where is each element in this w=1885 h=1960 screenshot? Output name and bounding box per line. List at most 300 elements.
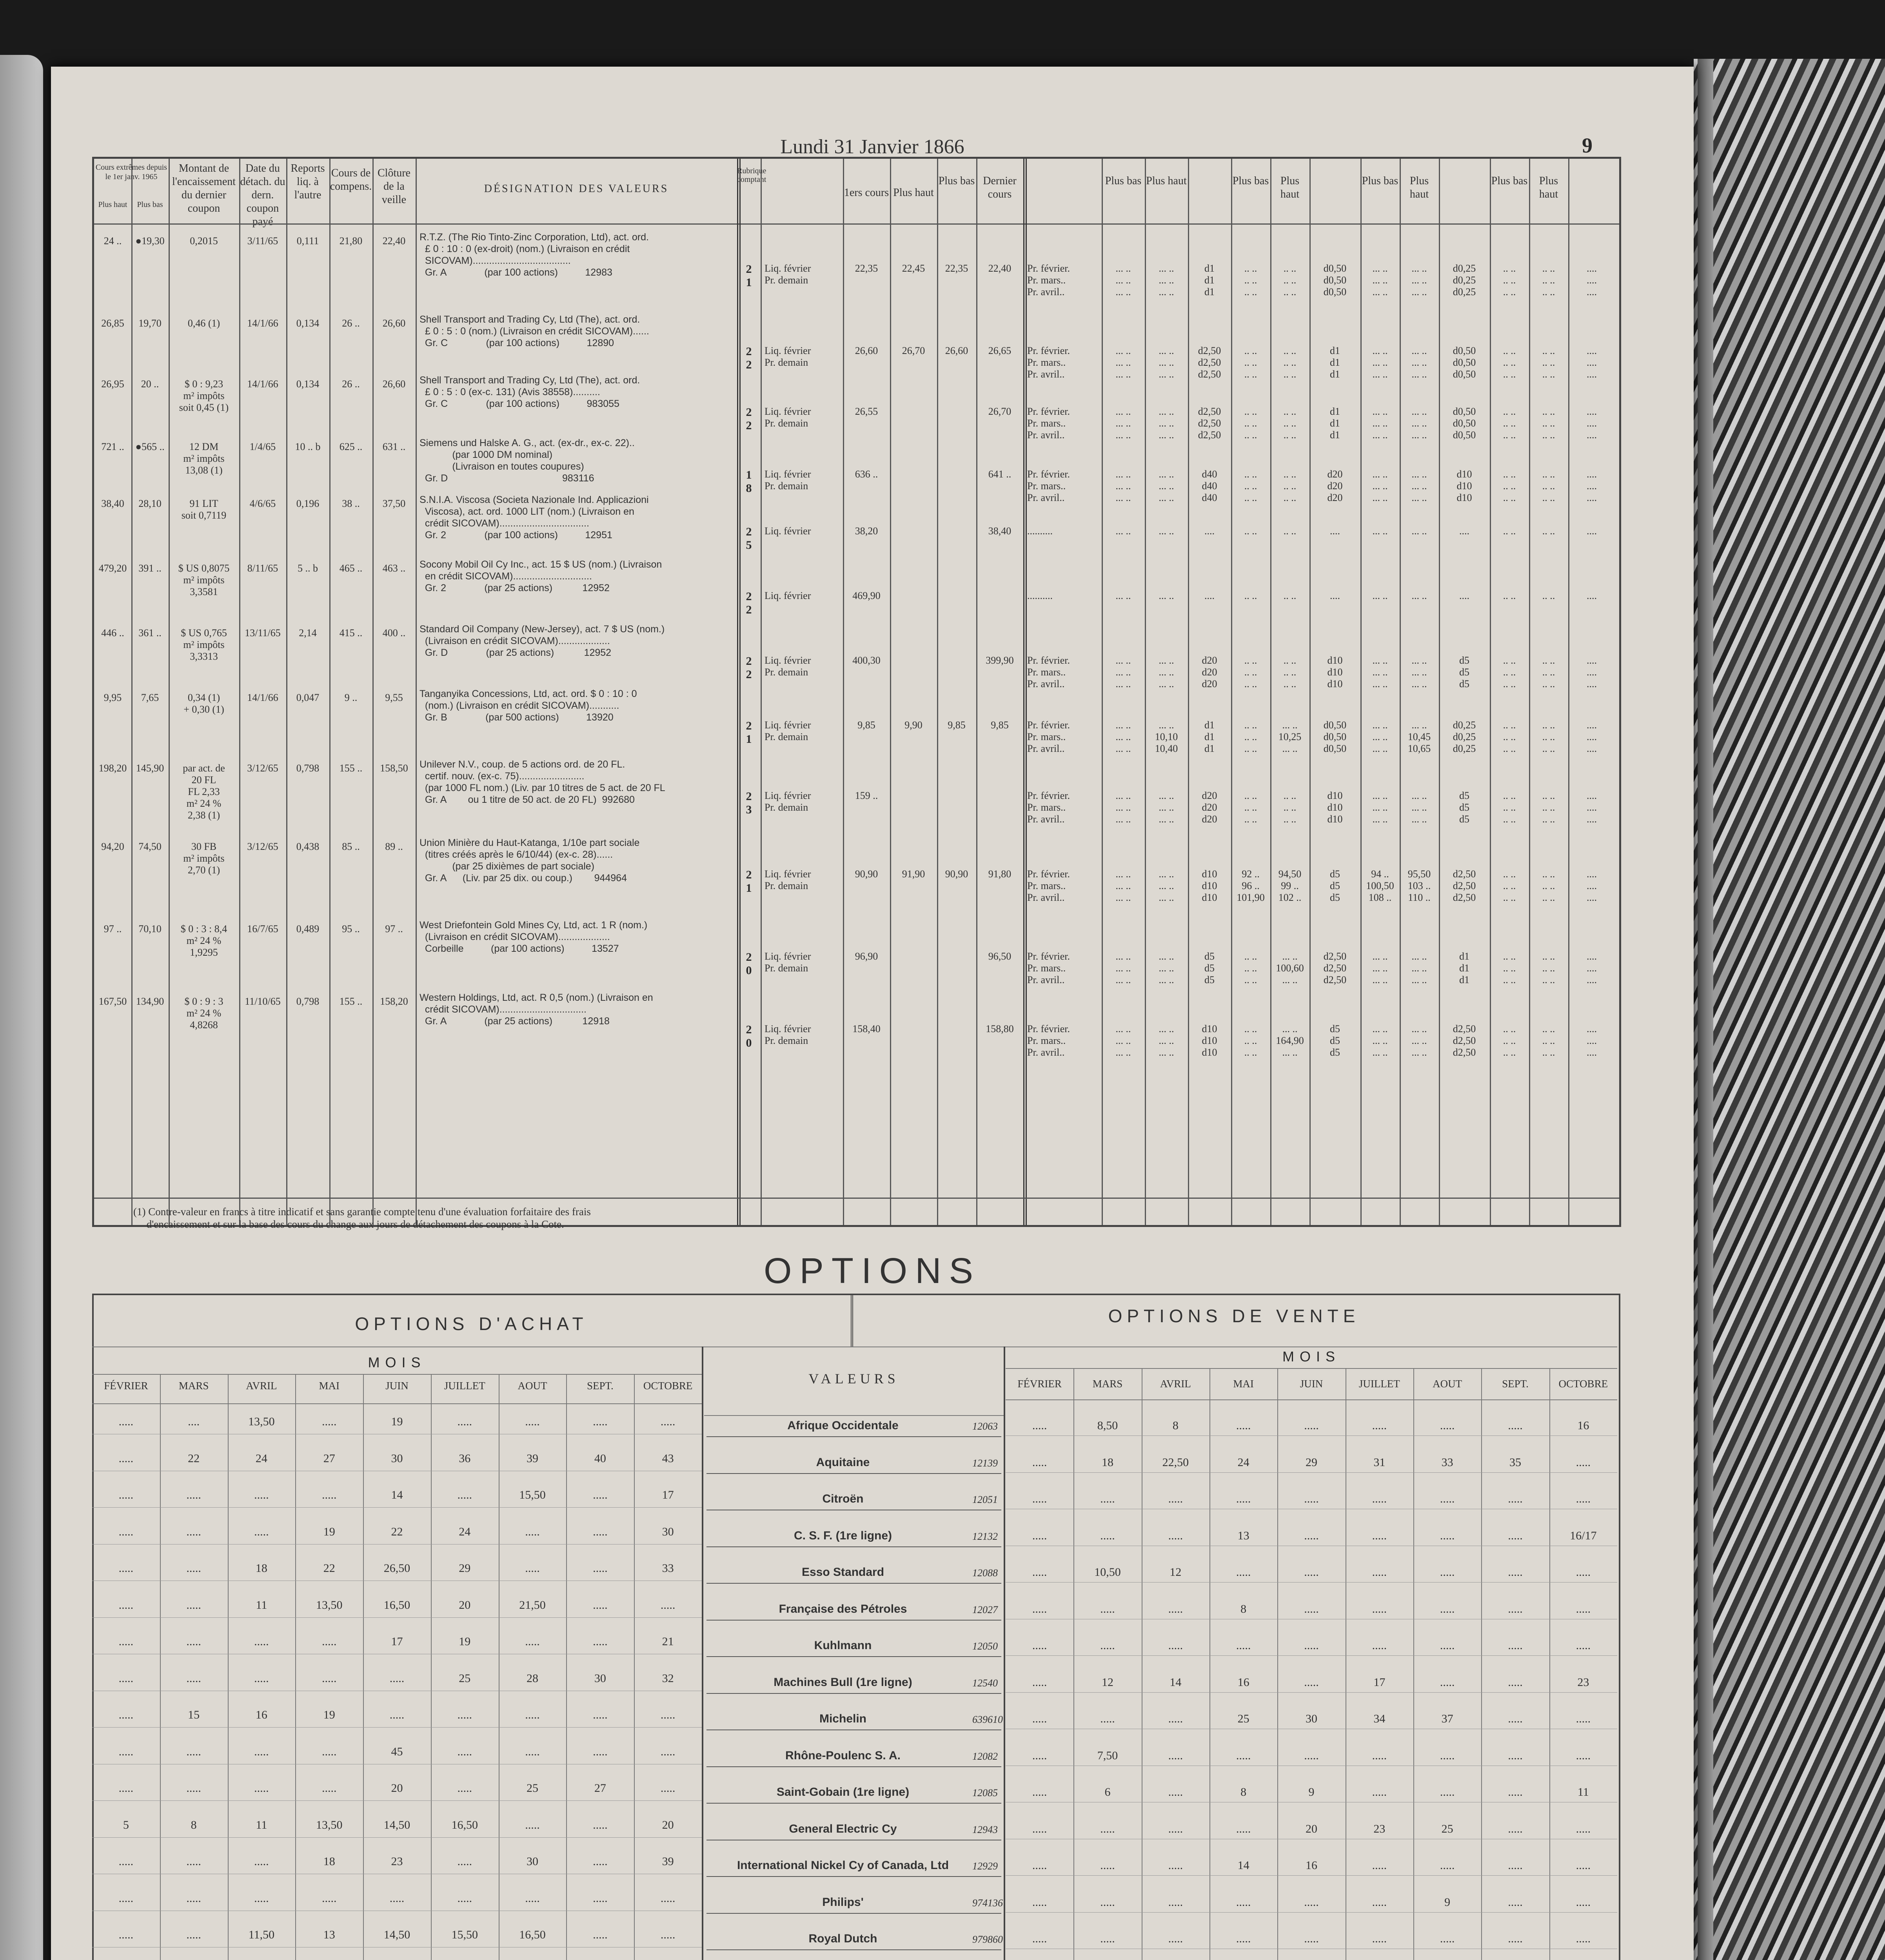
achat-cell: 11,50 xyxy=(248,1928,275,1941)
cell-p3: .. .. .. .. .. .. xyxy=(1244,468,1257,503)
vente-cell: 14 xyxy=(1169,1675,1182,1689)
achat-header-rule xyxy=(92,1403,702,1404)
vente-cell: ..... xyxy=(1440,1529,1455,1542)
cell-name: West Driefontein Gold Mines Cy, Ltd, act. 1 R (nom.) (Livraison en crédit SICOVAM)................... Corbeille (par 100 actions) 13527 xyxy=(419,920,648,954)
cell-c1: 26,60 xyxy=(855,345,878,356)
valeurs-left-rule xyxy=(702,1347,706,1960)
cell-p6: ... .. ... .. ... .. xyxy=(1411,1023,1427,1058)
achat-cell: ..... xyxy=(660,1745,676,1758)
achat-cell: ..... xyxy=(660,1415,676,1428)
vente-cell: ..... xyxy=(1508,1675,1523,1689)
valeur-name: General Electric Cy xyxy=(789,1822,897,1835)
achat-cell: 16,50 xyxy=(451,1818,478,1831)
hdr-plus-haut: Plus haut xyxy=(98,200,127,209)
cell-p7: .. .. .. .. .. .. xyxy=(1503,868,1516,903)
cell-p2: ... .. ... .. ... .. xyxy=(1159,1023,1174,1058)
cell-name: Union Minière du Haut-Katanga, 1/10e part sociale (titres créés après le 6/10/44) (ex-c. 28)...... (par 25 dixièmes de part sociale) Gr. A (Liv. par 25 dix. ou coup.) 944964 xyxy=(419,837,640,884)
vente-cell: 30 xyxy=(1305,1712,1317,1725)
cell-liq: Liq. février Pr. demain xyxy=(765,790,811,813)
achat-cell: ..... xyxy=(525,1818,540,1831)
cell-d: .... xyxy=(1204,525,1215,537)
vente-cell: ..... xyxy=(1372,1932,1387,1945)
cell-p1: ... .. xyxy=(1115,590,1131,601)
cell-last: 38,40 xyxy=(988,525,1012,537)
cell-last: 26,70 xyxy=(988,406,1012,417)
cell-p1: ... .. ... .. ... .. xyxy=(1115,345,1131,380)
achat-cell: ..... xyxy=(525,1562,540,1575)
vente-cell: ..... xyxy=(1440,1602,1455,1615)
adjacent-page-edge xyxy=(0,55,43,1960)
cell-p8: .. .. .. .. .. .. xyxy=(1542,719,1555,754)
cell-p2: ... .. ... .. ... .. xyxy=(1159,951,1174,985)
achat-cell: 15 xyxy=(188,1708,200,1721)
achat-cell: ..... xyxy=(593,1745,608,1758)
cell-last: 158,80 xyxy=(986,1023,1014,1034)
cell-p2: ... .. ... .. ... .. xyxy=(1159,468,1174,503)
cell-liq: Liq. février xyxy=(765,525,811,537)
hdr-montant: Montant de l'encaissement du dernier coupon xyxy=(172,162,236,214)
vente-cell: ..... xyxy=(1440,1639,1455,1652)
cell-d3: d5 d5 d5 xyxy=(1459,790,1469,825)
cell-d: d40 d40 d40 xyxy=(1202,468,1217,503)
achat-cell: ..... xyxy=(321,1415,337,1428)
cell-p6: ... .. xyxy=(1411,590,1427,601)
cell-p7: .. .. .. .. .. .. xyxy=(1503,655,1516,690)
vente-cell: ..... xyxy=(1168,1822,1183,1835)
vente-cell: 12 xyxy=(1101,1675,1113,1689)
achat-cell: 22 xyxy=(391,1525,403,1538)
cell-pb: 28,10 xyxy=(138,498,162,509)
cell-pb: 391 .. xyxy=(138,563,162,574)
cell-p4: .. .. .. .. .. .. xyxy=(1283,468,1297,503)
achat-cell: ..... xyxy=(321,1488,337,1501)
cell-ph: 38,40 xyxy=(101,498,124,509)
cell-cloture: 26,60 xyxy=(382,318,406,329)
cell-rub: 2 3 xyxy=(746,790,756,816)
cell-p3: .. .. .. .. .. .. xyxy=(1244,951,1257,985)
vente-cell: ..... xyxy=(1440,1492,1455,1505)
achat-row-rule xyxy=(92,1727,702,1728)
achat-cell: ..... xyxy=(118,1452,134,1465)
cell-p1: ... .. ... .. ... .. xyxy=(1115,468,1131,503)
vente-cell: ..... xyxy=(1032,1639,1047,1652)
cell-coupon: $ US 0,8075 m² impôts 3,3581 xyxy=(178,563,230,597)
options-vente-title: OPTIONS DE VENTE xyxy=(1108,1306,1360,1326)
achat-cell: 39 xyxy=(662,1855,674,1868)
vente-cell: 8,50 xyxy=(1097,1419,1118,1432)
cell-cloture: 89 .. xyxy=(385,841,403,852)
cell-hi: 9,90 xyxy=(904,719,923,731)
valeur-row-rule xyxy=(706,1949,1001,1950)
cell-prime: Pr. février. Pr. mars.. Pr. avril.. xyxy=(1027,719,1070,754)
table-bottom-rule xyxy=(94,1198,1619,1199)
cell-comp: 26 .. xyxy=(342,318,360,329)
achat-cell: 23 xyxy=(391,1855,403,1868)
vente-month-header: JUILLET xyxy=(1358,1378,1400,1390)
cell-ph: 24 .. xyxy=(104,235,122,247)
cell-date: 14/1/66 xyxy=(247,692,278,703)
cell-ph: 446 .. xyxy=(101,627,124,639)
cell-comp: 415 .. xyxy=(339,627,363,639)
vente-cell: 37 xyxy=(1441,1712,1453,1725)
achat-cell: 25 xyxy=(527,1782,539,1795)
marbled-binding xyxy=(1694,59,1885,1960)
cell-name: Shell Transport and Trading Cy, Ltd (The), act. ord. £ 0 : 5 : 0 (nom.) (Livraison en crédit SICOVAM)...... Gr. C (par 100 actions) 12890 xyxy=(419,314,649,348)
valeur-row-rule xyxy=(706,1803,1001,1804)
achat-cell: ..... xyxy=(118,1708,134,1721)
achat-cell: ..... xyxy=(660,1891,676,1905)
cell-date: 3/12/65 xyxy=(247,762,278,774)
cell-rub: 2 1 xyxy=(746,263,756,289)
cell-p3: .. .. .. .. .. .. xyxy=(1244,345,1257,380)
achat-mois-header: MOIS xyxy=(368,1354,426,1370)
cell-p5: ... .. ... .. ... .. xyxy=(1372,406,1388,441)
cell-pb: 70,10 xyxy=(138,923,162,935)
cell-name: R.T.Z. (The Rio Tinto-Zinc Corporation, Ltd), act. ord. £ 0 : 10 : 0 (ex-droit) (nom.) (Livraison en crédit SICOVAM).................................... Gr. A (par 100 actions) 12983 xyxy=(419,232,649,278)
achat-cell: 39 xyxy=(527,1452,539,1465)
vente-cell: ..... xyxy=(1440,1675,1455,1689)
cell-p3: .. .. xyxy=(1244,590,1257,601)
cell-d2: .... xyxy=(1330,525,1340,537)
vente-cell: ..... xyxy=(1032,1822,1047,1835)
achat-cell: ..... xyxy=(186,1635,201,1648)
cell-p4: .. .. xyxy=(1283,525,1297,537)
valeur-code: 12540 xyxy=(972,1677,998,1689)
valeurs-header-rule xyxy=(704,1415,1004,1416)
vente-cell: ..... xyxy=(1576,1895,1591,1909)
cell-p8: .. .. .. .. .. .. xyxy=(1542,468,1555,503)
cell-p4: .. .. .. .. .. .. xyxy=(1283,406,1297,441)
cell-d: d20 d20 d20 xyxy=(1202,655,1217,690)
achat-cell: 30 xyxy=(594,1671,606,1685)
vente-cell: 10,50 xyxy=(1094,1566,1121,1579)
vente-cell: ..... xyxy=(1032,1712,1047,1725)
valeur-name: Machines Bull (1re ligne) xyxy=(774,1675,912,1689)
cell-prime: .......... xyxy=(1027,525,1053,537)
achat-cell: ..... xyxy=(321,1635,337,1648)
quotation-table xyxy=(92,157,1621,1227)
vente-row-rule xyxy=(1006,1472,1617,1473)
vente-month-header: JUIN xyxy=(1300,1378,1323,1390)
vente-cell: ..... xyxy=(1508,1932,1523,1945)
achat-cell: ..... xyxy=(254,1745,269,1758)
vente-cell: ..... xyxy=(1440,1749,1455,1762)
achat-cell: ..... xyxy=(593,1855,608,1868)
cell-p8: .. .. .. .. .. .. xyxy=(1542,655,1555,690)
cell-p1: ... .. ... .. ... .. xyxy=(1115,719,1131,754)
cell-ph: 721 .. xyxy=(101,441,124,452)
vente-cell: ..... xyxy=(1372,1529,1387,1542)
achat-month-header: JUIN xyxy=(385,1380,409,1392)
hdr-cours-compens: Cours de compens. xyxy=(330,167,372,192)
cell-p3: .. .. xyxy=(1244,525,1257,537)
vente-cell: ..... xyxy=(1100,1492,1115,1505)
cell-p2: ... .. ... .. ... .. xyxy=(1159,790,1174,825)
cell-c1: 636 .. xyxy=(855,468,878,480)
cell-c1: 38,20 xyxy=(855,525,878,537)
achat-cell: ..... xyxy=(118,1745,134,1758)
achat-cell: 14,50 xyxy=(383,1818,410,1831)
vente-cell: ..... xyxy=(1032,1895,1047,1909)
vente-cell: ..... xyxy=(1032,1932,1047,1945)
vente-cell: ..... xyxy=(1100,1822,1115,1835)
cell-p2: ... .. xyxy=(1159,590,1174,601)
cell-pb: 20 .. xyxy=(141,378,159,390)
achat-month-header: OCTOBRE xyxy=(643,1380,693,1392)
cell-p5: ... .. ... .. ... .. xyxy=(1372,790,1388,825)
cell-d: d10 d10 d10 xyxy=(1202,868,1217,903)
valeur-code: 639610 xyxy=(972,1714,1003,1725)
vente-cell: ..... xyxy=(1032,1675,1047,1689)
achat-cell: ..... xyxy=(254,1525,269,1538)
vente-cell: ..... xyxy=(1168,1639,1183,1652)
achat-cell: ..... xyxy=(254,1671,269,1685)
cell-p8: .. .. .. .. .. .. xyxy=(1542,868,1555,903)
vente-cell: ..... xyxy=(1236,1822,1251,1835)
cell-d3: d2,50 d2,50 d2,50 xyxy=(1453,868,1476,903)
cell-liq: Liq. février Pr. demain xyxy=(765,951,811,974)
cell-comp: 38 .. xyxy=(342,498,360,509)
vente-cell: ..... xyxy=(1372,1749,1387,1762)
hdr-designation: DÉSIGNATION DES VALEURS xyxy=(484,183,669,195)
achat-cell: ..... xyxy=(254,1891,269,1905)
cell-prime: .......... xyxy=(1027,590,1053,601)
achat-cell: 19 xyxy=(323,1708,335,1721)
vente-cell: ..... xyxy=(1168,1859,1183,1872)
valeur-name: C. S. F. (1re ligne) xyxy=(794,1529,892,1542)
cell-coupon: 0,46 (1) xyxy=(187,318,220,329)
achat-cell: 18 xyxy=(255,1562,267,1575)
cell-coupon: 0,2015 xyxy=(190,235,218,247)
achat-cell: 8 xyxy=(191,1818,197,1831)
valeur-name: Française des Pétroles xyxy=(779,1602,907,1615)
vente-month-header: SEPT. xyxy=(1502,1378,1529,1390)
hdr-plus-haut3: Plus haut xyxy=(1146,175,1187,187)
cell-comp: 155 .. xyxy=(339,996,363,1007)
cell-lo: 90,90 xyxy=(945,868,968,880)
cell-p5: ... .. ... .. ... .. xyxy=(1372,951,1388,985)
hdr-plus-bas6: Plus bas xyxy=(1491,175,1528,187)
cell-d2: d10 d10 d10 xyxy=(1327,655,1343,690)
achat-cell: 29 xyxy=(459,1562,471,1575)
col-rule xyxy=(1529,159,1530,1225)
vente-cell: ..... xyxy=(1032,1455,1047,1469)
cell-p8: .. .. .. .. .. .. xyxy=(1542,951,1555,985)
achat-mois-rule xyxy=(92,1374,702,1375)
cell-d2: d1 d1 d1 xyxy=(1330,406,1340,441)
cell-cloture: 26,60 xyxy=(382,378,406,390)
achat-cell: ..... xyxy=(186,1782,201,1795)
cell-d: d1 d1 d1 xyxy=(1204,719,1215,754)
cell-pb: 145,90 xyxy=(136,762,164,774)
vente-row-rule xyxy=(1006,1692,1617,1693)
achat-cell: 14,50 xyxy=(383,1928,410,1941)
cell-p4: .. .. .. .. .. .. xyxy=(1283,345,1297,380)
vente-cell: ..... xyxy=(1440,1786,1455,1798)
cell-last: 22,40 xyxy=(988,263,1012,274)
cell-d2: d5 d5 d5 xyxy=(1330,868,1340,903)
achat-cell: ..... xyxy=(593,1488,608,1501)
cell-ph: 167,50 xyxy=(98,996,127,1007)
achat-month-header: MAI xyxy=(319,1380,340,1392)
options-achat-title: OPTIONS D'ACHAT xyxy=(355,1314,588,1334)
cell-c1: 159 .. xyxy=(855,790,878,801)
vente-cell: ..... xyxy=(1304,1639,1319,1652)
cell-date: 14/1/66 xyxy=(247,378,278,390)
cell-c1: 9,85 xyxy=(857,719,875,731)
vente-cell: ..... xyxy=(1508,1712,1523,1725)
cell-p5: ... .. xyxy=(1372,590,1388,601)
footnote: (1) Contre-valeur en francs à titre indicatif et sans garantie compte tenu d'une évaluation forfaitaire des frais d'encaissement et sur la base des cours du change aux jours de détachement des coupons à la Cote. xyxy=(133,1206,591,1230)
achat-cell: ..... xyxy=(593,1708,608,1721)
vente-cell: ..... xyxy=(1508,1529,1523,1542)
achat-cell: 20 xyxy=(391,1782,403,1795)
vente-month-header: MAI xyxy=(1233,1378,1254,1390)
cell-last: 26,65 xyxy=(988,345,1012,356)
cell-p9: .... .... .... xyxy=(1587,951,1597,985)
vente-cell: 16 xyxy=(1237,1675,1249,1689)
achat-cell: 15,50 xyxy=(451,1928,478,1941)
cell-c1: 22,35 xyxy=(855,263,878,274)
valeur-name: Esso Standard xyxy=(801,1566,884,1579)
achat-cell: 30 xyxy=(662,1525,674,1538)
achat-cell: 45 xyxy=(391,1745,403,1758)
achat-cell: ..... xyxy=(593,1891,608,1905)
vente-cell: 34 xyxy=(1373,1712,1386,1725)
hdr-premier-cours: 1ers cours xyxy=(844,187,889,199)
hdr-plus-haut6: Plus haut xyxy=(1539,175,1558,200)
hdr-dernier-cours: Dernier cours xyxy=(983,175,1017,200)
vente-cell: ..... xyxy=(1576,1602,1591,1615)
cell-ph: 97 .. xyxy=(104,923,122,935)
vente-cell: ..... xyxy=(1372,1566,1387,1579)
cell-ph: 479,20 xyxy=(98,563,127,574)
achat-cell: 27 xyxy=(323,1452,335,1465)
col-rule xyxy=(1439,159,1440,1225)
cell-p4: .. .. .. .. .. .. xyxy=(1283,790,1297,825)
vente-cell: ..... xyxy=(1440,1859,1455,1872)
cell-p5: ... .. ... .. ... .. xyxy=(1372,655,1388,690)
vente-cell: ..... xyxy=(1032,1859,1047,1872)
valeur-row-rule xyxy=(706,1473,1001,1474)
achat-cell: 40 xyxy=(594,1452,606,1465)
vente-cell: ..... xyxy=(1508,1822,1523,1835)
cell-lo: 9,85 xyxy=(948,719,966,731)
col-rule xyxy=(976,159,977,1225)
vente-cell: ..... xyxy=(1236,1419,1251,1432)
achat-row-rule xyxy=(92,1617,702,1618)
cell-rub: 2 1 xyxy=(746,868,756,895)
cell-lo: 22,35 xyxy=(945,263,968,274)
cell-report: 5 .. b xyxy=(298,563,318,574)
cell-d3: d0,25 d0,25 d0,25 xyxy=(1453,719,1476,754)
cell-name: Socony Mobil Oil Cy Inc., act. 15 $ US (nom.) (Livraison en crédit SICOVAM)............................. Gr. 2 (par 25 actions) 12952 xyxy=(419,559,662,593)
cell-p3: .. .. .. .. .. .. xyxy=(1244,655,1257,690)
cell-rub: 2 0 xyxy=(746,951,756,977)
cell-pb: 19,70 xyxy=(138,318,162,329)
cell-coupon: $ 0 : 9 : 3 m² 24 % 4,8268 xyxy=(184,996,223,1031)
cell-p7: .. .. xyxy=(1503,590,1516,601)
vente-cell: ..... xyxy=(1372,1492,1387,1505)
cell-p5: ... .. xyxy=(1372,525,1388,537)
vente-cell: ..... xyxy=(1508,1895,1523,1909)
col-rule xyxy=(1145,159,1146,1225)
cell-d: d5 d5 d5 xyxy=(1204,951,1215,985)
achat-cell: 16,50 xyxy=(519,1928,546,1941)
cell-report: 0,438 xyxy=(296,841,320,852)
valeur-name: Rhône-Poulenc S. A. xyxy=(785,1749,901,1762)
cell-p8: .. .. .. .. .. .. xyxy=(1542,790,1555,825)
cell-ph: 26,95 xyxy=(101,378,124,390)
achat-cell: 13,50 xyxy=(248,1415,275,1428)
valeur-name: International Nickel Cy of Canada, Ltd xyxy=(737,1859,949,1872)
valeur-row-rule xyxy=(706,1436,1001,1437)
achat-cell: ..... xyxy=(186,1671,201,1685)
vente-cell: ..... xyxy=(1236,1895,1251,1909)
achat-month-header: FÉVRIER xyxy=(104,1380,148,1392)
vente-cell: ..... xyxy=(1168,1932,1183,1945)
cell-p6: ... .. ... .. ... .. xyxy=(1411,468,1427,503)
vente-cell: 12 xyxy=(1169,1566,1182,1579)
cell-comp: 21,80 xyxy=(339,235,363,247)
cell-ph: 94,20 xyxy=(101,841,124,852)
achat-cell: ..... xyxy=(118,1415,134,1428)
col-rule xyxy=(1231,159,1232,1225)
cell-d: d1 d1 d1 xyxy=(1204,263,1215,298)
vente-cell: ..... xyxy=(1508,1566,1523,1579)
valeur-code: 12929 xyxy=(972,1860,998,1872)
cell-rub: 2 0 xyxy=(746,1023,756,1049)
cell-p7: .. .. .. .. .. .. xyxy=(1503,719,1516,754)
achat-cell: 16 xyxy=(255,1708,267,1721)
cell-p8: .. .. xyxy=(1542,525,1555,537)
vente-cell: 8 xyxy=(1240,1786,1247,1798)
vente-cell: ..... xyxy=(1100,1602,1115,1615)
vente-cell: 18 xyxy=(1101,1455,1113,1469)
cell-p6: ... .. ... .. ... .. xyxy=(1411,951,1427,985)
cell-last: 96,50 xyxy=(988,951,1012,962)
vente-mois-header: MOIS xyxy=(1282,1348,1340,1365)
vente-month-header: AOUT xyxy=(1433,1378,1462,1390)
cell-comp: 26 .. xyxy=(342,378,360,390)
cell-p6: ... .. ... .. ... .. xyxy=(1411,263,1427,298)
cell-p1: ... .. ... .. ... .. xyxy=(1115,655,1131,690)
cell-prime: Pr. février. Pr. mars.. Pr. avril.. xyxy=(1027,263,1070,298)
cell-d3: d10 d10 d10 xyxy=(1456,468,1472,503)
col-rule xyxy=(1400,159,1401,1225)
valeur-code: 12050 xyxy=(972,1641,998,1652)
cell-cloture: 9,55 xyxy=(385,692,403,703)
achat-cell: ..... xyxy=(457,1745,472,1758)
achat-cell: ..... xyxy=(254,1782,269,1795)
vente-cell: 16 xyxy=(1305,1859,1317,1872)
cell-ph: 198,20 xyxy=(98,762,127,774)
vente-cell: ..... xyxy=(1100,1859,1115,1872)
cell-p6: 95,50 103 .. 110 .. xyxy=(1407,868,1431,903)
cell-p4: ... .. 100,60 ... .. xyxy=(1276,951,1304,985)
vente-cell: 17 xyxy=(1373,1675,1386,1689)
cell-rub: 2 1 xyxy=(746,719,756,746)
achat-cell: 24 xyxy=(255,1452,267,1465)
cell-p3: .. .. .. .. .. .. xyxy=(1244,1023,1257,1058)
achat-cell: ..... xyxy=(525,1415,540,1428)
cell-rub: 2 2 xyxy=(746,590,756,616)
valeur-name: Citroën xyxy=(822,1492,864,1505)
cell-c1: 158,40 xyxy=(852,1023,881,1034)
achat-cell: .... xyxy=(188,1415,200,1428)
vente-cell: ..... xyxy=(1304,1492,1319,1505)
hdr-plus-bas3: Plus bas xyxy=(1105,175,1142,187)
